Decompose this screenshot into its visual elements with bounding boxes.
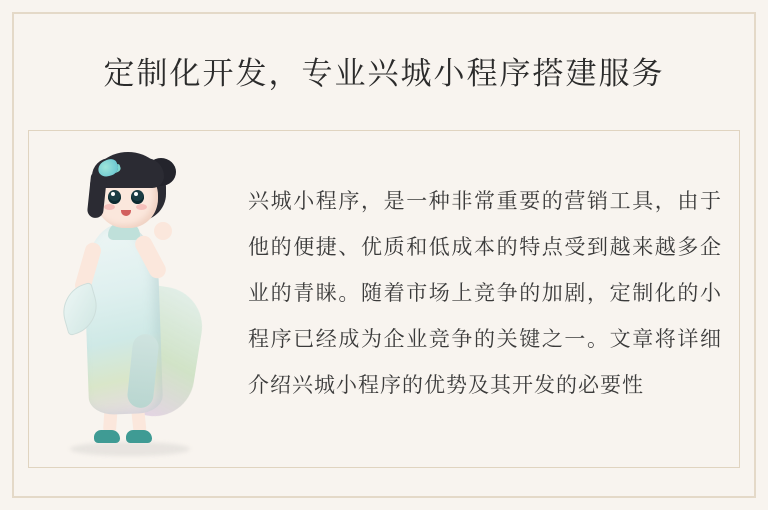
page-title: 定制化开发，专业兴城小程序搭建服务 [103,56,665,92]
illustration-container [34,138,244,458]
eye-left [108,190,121,204]
blush-left [104,204,115,210]
article-content [28,130,740,468]
article-body-text: 兴城小程序，是一种非常重要的营销工具，由于他的便捷、优质和低成本的特点受到越来越多企业的青睐。随着市场上竞争的加剧，定制化的小程序已经成为企业竞争的关键之一。文章将详细介绍兴城小程序的优势及其开发的必要性 [248,189,722,397]
ground-shadow [70,442,190,456]
shoe-left [94,430,120,443]
shoe-right [126,430,152,443]
blush-right [136,204,147,210]
hand-raised [154,222,172,240]
cartoon-woman-illustration [34,138,244,458]
eye-right [131,190,144,204]
